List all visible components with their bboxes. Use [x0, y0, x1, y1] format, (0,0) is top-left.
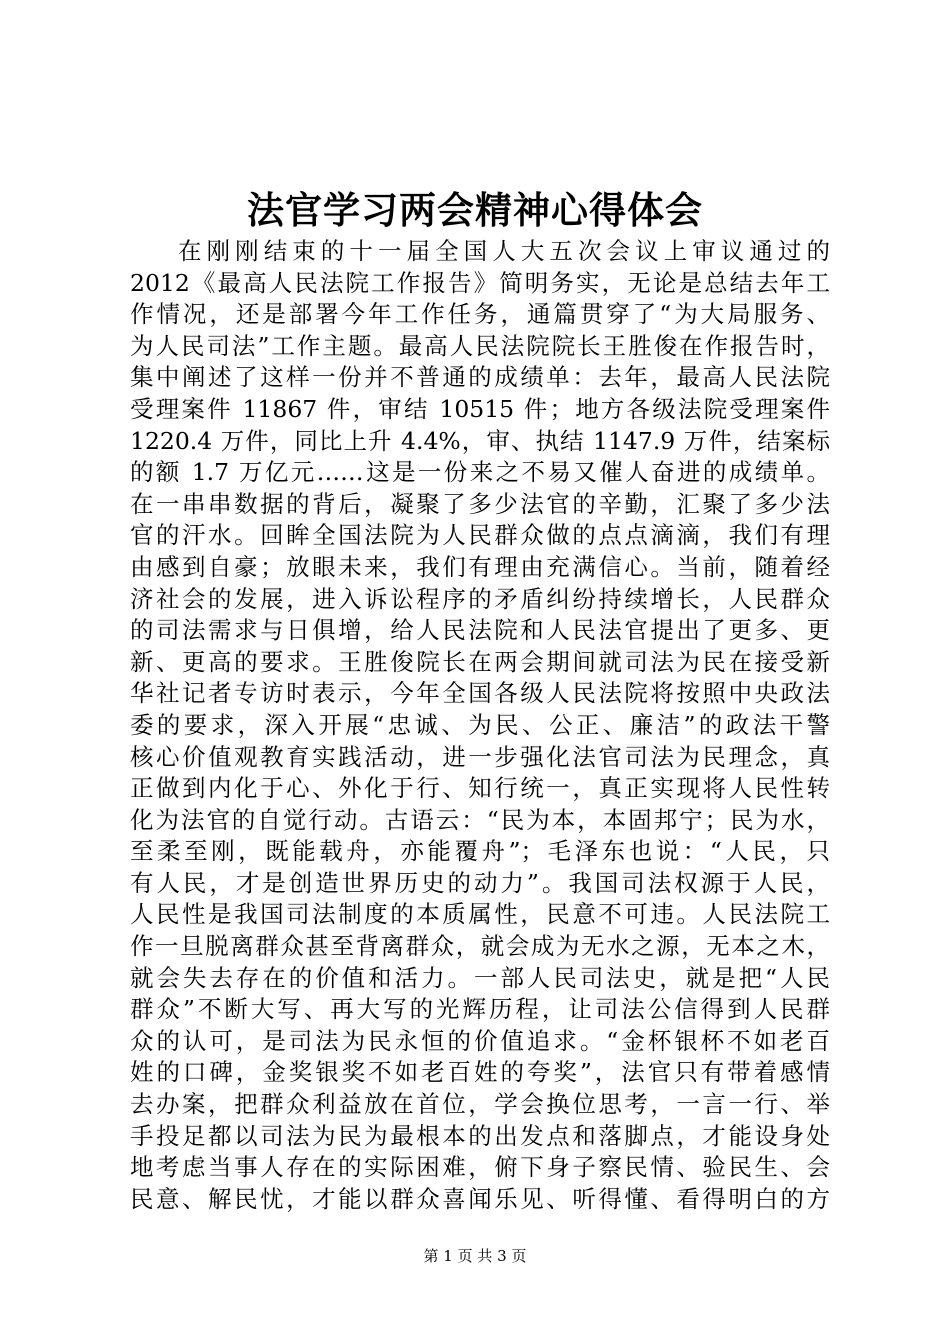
body-line: 的司法需求与日俱增，给人民法院和人民法官提出了更多、更 [130, 616, 830, 645]
body-line: 由感到自豪；放眼未来，我们有理由充满信心。当前，随着经 [130, 552, 830, 581]
body-line: 姓的口碑，金奖银奖不如老百姓的夸奖”，法官只有带着感情 [130, 1058, 830, 1087]
body-line: 化为法官的自觉行动。古语云：“民为本，本固邦宁；民为水， [130, 805, 830, 834]
body-line: 有人民，才是创造世界历史的动力”。我国司法权源于人民， [130, 868, 830, 897]
body-line: 民意、解民忧，才能以群众喜闻乐见、听得懂、看得明白的方 [130, 1184, 830, 1213]
body-line: 在一串串数据的背后，凝聚了多少法官的辛勤，汇聚了多少法 [130, 489, 830, 518]
body-line: 新、更高的要求。王胜俊院长在两会期间就司法为民在接受新 [130, 647, 830, 676]
body-line: 济社会的发展，进入诉讼程序的矛盾纠纷持续增长，人民群众 [130, 584, 830, 613]
body-line: 作一旦脱离群众甚至背离群众，就会成为无水之源，无本之木， [130, 932, 830, 961]
body-line: 手投足都以司法为民为最根本的出发点和落脚点，才能设身处 [130, 1121, 830, 1150]
body-line: 华社记者专访时表示，今年全国各级人民法院将按照中央政法 [130, 679, 830, 708]
body-line: 作情况，还是部署今年工作任务，通篇贯穿了“为大局服务、 [130, 300, 830, 329]
body-line: 2012《最高人民法院工作报告》简明务实，无论是总结去年工 [130, 268, 830, 297]
body-line: 委的要求，深入开展“忠诚、为民、公正、廉洁”的政法干警 [130, 710, 830, 739]
body-line: 至柔至刚，既能载舟，亦能覆舟”；毛泽东也说：“人民，只 [130, 837, 830, 866]
body-line: 1220.4 万件，同比上升 4.4%，审、执结 1147.9 万件，结案标 [130, 426, 830, 455]
body-line: 集中阐述了这样一份并不普通的成绩单：去年，最高人民法院 [130, 363, 830, 392]
body-line: 地考虑当事人存在的实际困难，俯下身子察民情、验民生、会 [130, 1153, 830, 1182]
body-line: 受理案件 11867 件，审结 10515 件；地方各级法院受理案件 [130, 394, 830, 423]
body-line: 群众”不断大写、再大写的光辉历程，让司法公信得到人民群 [130, 995, 830, 1024]
body-line: 官的汗水。回眸全国法院为人民群众做的点点滴滴，我们有理 [130, 521, 830, 550]
body-line: 的额 1.7 万亿元……这是一份来之不易又催人奋进的成绩单。 [130, 458, 830, 487]
body-line: 就会失去存在的价值和活力。一部人民司法史，就是把“人民 [130, 963, 830, 992]
body-line: 正做到内化于心、外化于行、知行统一，真正实现将人民性转 [130, 774, 830, 803]
document-title: 法官学习两会精神心得体会 [247, 188, 703, 232]
body-line: 核心价值观教育实践活动，进一步强化法官司法为民理念，真 [130, 742, 830, 771]
body-line: 为人民司法”工作主题。最高人民法院院长王胜俊在作报告时， [130, 331, 830, 360]
document-body [130, 236, 830, 1215]
body-line: 人民性是我国司法制度的本质属性，民意不可违。人民法院工 [130, 900, 830, 929]
body-line: 众的认可，是司法为民永恒的价值追求。“金杯银杯不如老百 [130, 1026, 830, 1055]
page-footer: 第 1 页 共 3 页 [423, 1247, 527, 1265]
body-line: 去办案，把群众利益放在首位，学会换位思考，一言一行、举 [130, 1090, 830, 1119]
body-line: 在刚刚结束的十一届全国人大五次会议上审议通过的 [178, 237, 830, 265]
